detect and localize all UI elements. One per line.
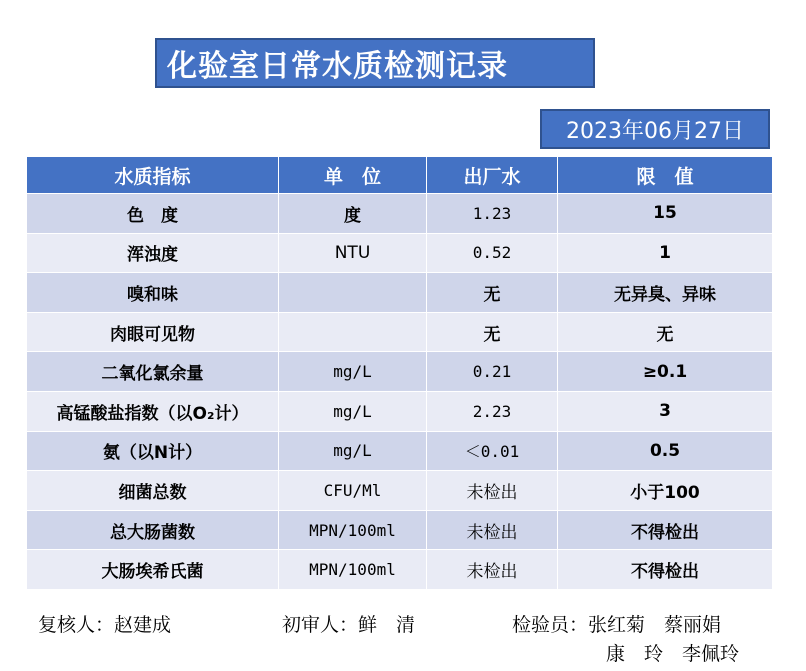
limit-cell: 无异臭、异味 xyxy=(558,273,773,313)
inspector-signature-line2: 康 玲 李佩玲 xyxy=(606,643,740,665)
unit-cell: 度 xyxy=(279,194,427,234)
table-row xyxy=(27,312,773,352)
table-row xyxy=(27,194,773,234)
value-cell: ＜0.01 xyxy=(427,431,558,471)
value-cell: 未检出 xyxy=(427,550,558,590)
limit-cell: 1 xyxy=(558,233,773,273)
value-cell: 无 xyxy=(427,312,558,352)
limit-cell: 不得检出 xyxy=(558,510,773,550)
header-indicator: 水质指标 xyxy=(27,157,279,194)
unit-cell xyxy=(279,273,427,313)
indicator-cell: 总大肠菌数 xyxy=(27,510,279,550)
unit-cell: NTU xyxy=(279,233,427,273)
table-row xyxy=(27,352,773,392)
table-row xyxy=(27,233,773,273)
reviewer-signature: 复核人：赵建成 xyxy=(38,614,172,636)
indicator-cell: 大肠埃希氏菌 xyxy=(27,550,279,590)
table-row xyxy=(27,471,773,511)
limit-cell: 15 xyxy=(558,194,773,234)
limit-cell: 小于100 xyxy=(558,471,773,511)
limit-cell: 3 xyxy=(558,391,773,431)
header-limit: 限 值 xyxy=(558,157,773,194)
table-row xyxy=(27,550,773,590)
unit-cell: mg/L xyxy=(279,431,427,471)
indicator-cell: 细菌总数 xyxy=(27,471,279,511)
indicator-cell: 氨（以N计） xyxy=(27,431,279,471)
table-row xyxy=(27,391,773,431)
header-unit: 单 位 xyxy=(279,157,427,194)
value-cell: 2.23 xyxy=(427,391,558,431)
water-quality-table xyxy=(26,156,773,590)
unit-cell xyxy=(279,312,427,352)
value-cell: 1.23 xyxy=(427,194,558,234)
limit-cell: 不得检出 xyxy=(558,550,773,590)
unit-cell: CFU/Ml xyxy=(279,471,427,511)
table-row xyxy=(27,431,773,471)
indicator-cell: 肉眼可见物 xyxy=(27,312,279,352)
page-title: 化验室日常水质检测记录 xyxy=(155,38,595,88)
limit-cell: ≥0.1 xyxy=(558,352,773,392)
limit-cell: 无 xyxy=(558,312,773,352)
indicator-cell: 高锰酸盐指数（以O₂计） xyxy=(27,391,279,431)
limit-cell: 0.5 xyxy=(558,431,773,471)
value-cell: 未检出 xyxy=(427,510,558,550)
inspector-signature-line1: 检验员：张红菊 蔡丽娟 xyxy=(512,614,722,636)
indicator-cell: 二氧化氯余量 xyxy=(27,352,279,392)
unit-cell: MPN/100ml xyxy=(279,510,427,550)
value-cell: 无 xyxy=(427,273,558,313)
value-cell: 未检出 xyxy=(427,471,558,511)
header-factory-water: 出厂水 xyxy=(427,157,558,194)
unit-cell: mg/L xyxy=(279,352,427,392)
table-row xyxy=(27,273,773,313)
indicator-cell: 色 度 xyxy=(27,194,279,234)
table-header-row xyxy=(27,157,773,194)
table-row xyxy=(27,510,773,550)
value-cell: 0.52 xyxy=(427,233,558,273)
indicator-cell: 嗅和味 xyxy=(27,273,279,313)
value-cell: 0.21 xyxy=(427,352,558,392)
record-date: 2023年06月27日 xyxy=(540,109,770,149)
unit-cell: mg/L xyxy=(279,391,427,431)
first-reviewer-signature: 初审人：鲜 清 xyxy=(282,614,416,636)
unit-cell: MPN/100ml xyxy=(279,550,427,590)
indicator-cell: 浑浊度 xyxy=(27,233,279,273)
